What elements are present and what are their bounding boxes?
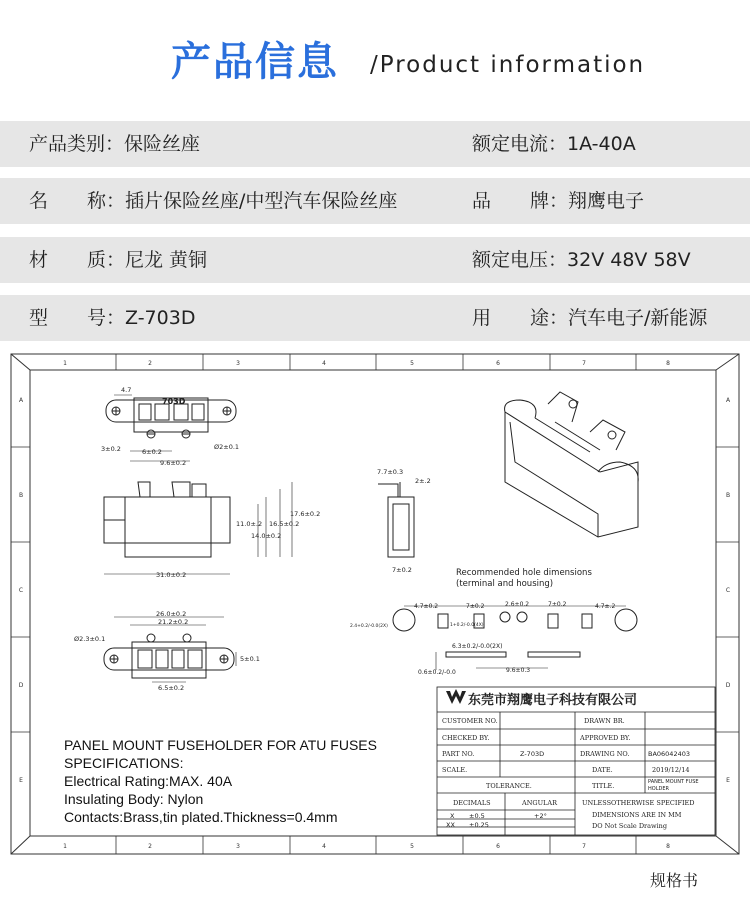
spec-body: Insulating Body: Nylon — [64, 791, 204, 807]
tb-note: DIMENSIONS ARE IN MM — [592, 811, 682, 819]
tb-label: DRAWING NO. — [580, 750, 630, 758]
tb-part-no: Z-703D — [520, 750, 545, 758]
model-label-a: 型 — [29, 307, 49, 329]
row-label: E — [726, 777, 730, 784]
usage-cell — [472, 295, 707, 341]
dim-label: 7±0.2 — [392, 566, 412, 574]
dim-label: 31.0±0.2 — [156, 571, 187, 579]
col-label: 3 — [236, 843, 240, 850]
tb-ang-val: +2° — [534, 812, 547, 820]
model-label-b: 号： — [87, 307, 126, 329]
col-label: 2 — [148, 360, 152, 367]
dim-label: 4.7 — [121, 386, 132, 394]
col-label: 6 — [496, 843, 500, 850]
dim-label: 16.5±0.2 — [269, 520, 300, 528]
row-label: D — [18, 682, 24, 689]
usage-label-b: 途： — [530, 307, 569, 329]
tb-label: APPROVED BY. — [580, 734, 631, 742]
col-label: 8 — [666, 843, 670, 850]
tb-title-1: PANEL MOUNT FUSE — [648, 779, 699, 785]
material-label-b: 质： — [87, 249, 126, 271]
dim-label: 0.6±0.2/-0.0 — [418, 669, 456, 676]
tb-label: CHECKED BY. — [442, 734, 490, 742]
front-view — [104, 482, 230, 557]
dim-label: 7.7±0.3 — [377, 468, 404, 476]
tb-label: DECIMALS — [453, 799, 491, 807]
part-mark: 703D — [162, 397, 186, 406]
model-value: Z-703D — [125, 307, 196, 329]
row-label: A — [18, 397, 24, 404]
col-label: 1 — [63, 843, 67, 850]
current-value: 1A-40A — [567, 133, 636, 155]
row-label: D — [725, 682, 731, 689]
dim-label: 2±.2 — [415, 477, 431, 485]
col-label: 7 — [582, 360, 586, 367]
dim-label: 14.0±0.2 — [251, 532, 282, 540]
hole-note-1: Recommended hole dimensions — [456, 568, 592, 578]
dim-label: 2.4+0.2/-0.0(2X) — [350, 624, 388, 629]
hole-note-2: (terminal and housing) — [456, 579, 554, 589]
col-label: 4 — [322, 360, 326, 367]
current-cell — [472, 121, 636, 167]
tb-label: CUSTOMER NO. — [442, 717, 498, 725]
col-label: 3 — [236, 360, 240, 367]
dim-label: 4.7±0.2 — [414, 603, 439, 610]
material-cell — [29, 237, 207, 283]
info-row-category — [0, 121, 750, 167]
current-label: 额定电流： — [472, 133, 568, 155]
spec-title: PANEL MOUNT FUSEHOLDER FOR ATU FUSES — [64, 737, 377, 753]
company-logo — [446, 689, 466, 704]
col-label: 7 — [582, 843, 586, 850]
row-label: B — [18, 492, 24, 499]
voltage-cell — [472, 237, 691, 283]
side-view — [378, 482, 414, 557]
usage-label-a: 用 — [472, 307, 492, 329]
footer-note: 规格书 — [650, 871, 699, 890]
dim-label: Ø2±0.1 — [214, 443, 240, 451]
name-label-b: 称： — [87, 190, 126, 212]
col-label: 2 — [148, 843, 152, 850]
hole-pattern — [393, 609, 637, 657]
voltage-label: 额定电压： — [472, 249, 568, 271]
voltage-value: 32V 48V 58V — [567, 249, 691, 271]
row-label: C — [725, 587, 731, 594]
name-value: 插片保险丝座/中型汽车保险丝座 — [125, 190, 398, 212]
dim-label: 9.6±0.2 — [160, 459, 187, 467]
brand-label-b: 牌： — [530, 190, 569, 212]
tb-note: DO Not Scale Drawing — [592, 822, 668, 830]
tb-x: X — [450, 812, 455, 820]
spec-rating: Electrical Rating:MAX. 40A — [64, 773, 233, 789]
title-cn: 产品信息 — [171, 39, 339, 85]
row-label: A — [725, 397, 731, 404]
dim-label: 11.0±.2 — [236, 520, 263, 528]
dim-label: 3±0.2 — [101, 445, 121, 453]
company-name: 东莞市翔鹰电子科技有限公司 — [468, 693, 638, 708]
tb-drawing-no: BA06042403 — [648, 750, 690, 758]
brand-label-a: 品 — [472, 190, 492, 212]
dim-label: 4.7±.2 — [595, 603, 616, 610]
dim-label: Ø2.3±0.1 — [74, 635, 106, 643]
brand-value: 翔鹰电子 — [568, 190, 645, 212]
tb-label: TOLERANCE. — [486, 782, 532, 790]
category-cell — [29, 121, 200, 167]
col-label: 6 — [496, 360, 500, 367]
model-cell — [29, 295, 195, 341]
engineering-drawing — [0, 352, 750, 857]
dim-label: 7±0.2 — [548, 601, 567, 608]
row-label: C — [18, 587, 24, 594]
col-label: 8 — [666, 360, 670, 367]
dim-label: 17.6±0.2 — [290, 510, 321, 518]
col-label: 1 — [63, 360, 67, 367]
material-value: 尼龙 黄铜 — [125, 249, 208, 271]
dim-label: 9.6±0.3 — [506, 667, 531, 674]
tb-xx: XX — [446, 821, 455, 829]
tb-date: 2019/12/14 — [652, 766, 690, 774]
tb-x-val: ±0.5 — [469, 812, 485, 820]
category-value: 保险丝座 — [124, 133, 201, 155]
info-row-name — [0, 178, 750, 224]
header — [0, 0, 750, 110]
tb-title-2: HOLDER — [648, 786, 669, 792]
spec-heading: SPECIFICATIONS: — [64, 755, 184, 771]
dim-label: 21.2±0.2 — [158, 618, 189, 626]
tb-note: UNLESSOTHERWISE SPECIFIED — [582, 799, 695, 807]
dim-label: 5±0.1 — [240, 655, 260, 663]
dim-label: 2.6±0.2 — [505, 601, 530, 608]
tb-label: DATE. — [592, 766, 613, 774]
info-row-material — [0, 237, 750, 283]
info-row-model — [0, 295, 750, 341]
bottom-view — [104, 634, 234, 678]
tb-label: ANGULAR — [522, 799, 557, 807]
usage-value: 汽车电子/新能源 — [568, 307, 708, 329]
name-label-a: 名 — [29, 190, 49, 212]
col-label: 5 — [410, 843, 414, 850]
category-label: 产品类别： — [29, 133, 125, 155]
tb-label: PART NO. — [442, 750, 475, 758]
dim-label: 26.0±0.2 — [156, 610, 187, 618]
dim-label: 1+0.2/-0.0(4X) — [450, 623, 484, 628]
dim-label: 6±0.2 — [142, 448, 162, 456]
tb-label: TITLE. — [592, 782, 615, 790]
dim-label: 7±0.2 — [466, 603, 485, 610]
row-label: B — [725, 492, 731, 499]
material-label-a: 材 — [29, 249, 49, 271]
name-cell — [29, 178, 397, 224]
tb-xx-val: ±0.25 — [469, 821, 489, 829]
col-label: 5 — [410, 360, 414, 367]
spec-contacts: Contacts:Brass,tin plated.Thickness=0.4mm — [64, 809, 338, 825]
tb-label: DRAWN BR. — [584, 717, 625, 725]
tb-label: SCALE. — [442, 766, 468, 774]
title-en: /Product information — [370, 52, 646, 78]
isometric-view — [505, 392, 639, 537]
brand-cell — [472, 178, 644, 224]
dim-label: 6.5±0.2 — [158, 684, 185, 692]
dim-label: 6.3±0.2/-0.0(2X) — [452, 643, 503, 650]
row-label: E — [19, 777, 23, 784]
col-label: 4 — [322, 843, 326, 850]
